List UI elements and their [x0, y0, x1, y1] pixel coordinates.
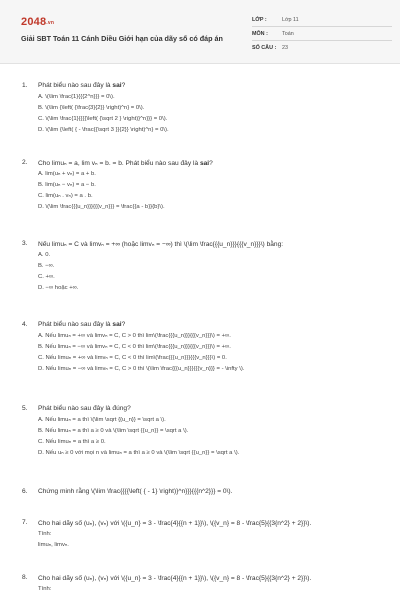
site-logo[interactable]: 2048.vn: [21, 16, 55, 28]
option-d[interactable]: D. Nếu uₙ ≥ 0 với mọi n và limuₙ = a thì a ≥ 0 và \(\lim \sqrt {{u_n}} = \sqrt a \).: [38, 450, 240, 456]
option-a[interactable]: A. lim(uₙ + vₙ) = a + b.: [38, 171, 96, 177]
option-a[interactable]: A. Nếu limuₙ = +∞ và limvₙ = C, C > 0 thì lim\(\frac{{{u_n}}}{{{v_n}}}\) = +∞.: [38, 333, 231, 339]
question-stem: Cho hai dãy số (uₙ), (vₙ) với \({u_n} = 3 - \frac{4}{{n + 1}}\), \({v_n} = 8 - \frac{5}{{3{n^2} + 2}}\).: [38, 575, 312, 582]
option-d[interactable]: D. Nếu limuₙ = −∞ và limvₙ = C, C > 0 thì \(\lim \frac{{{u_n}}}{{{v_n}}} = - \infty \).: [38, 366, 245, 372]
option-c[interactable]: C. +∞.: [38, 274, 55, 280]
question-stem: Phát biểu nào sau đây là đúng?: [38, 405, 131, 412]
option-b[interactable]: B. \(\lim {\left( {\frac{3}{2}} \right)^n} = 0\).: [38, 105, 145, 111]
question-stem: Chứng minh rằng \(\lim \frac{{{{\left( { - 1} \right)}^n}}}{{{n^2}}} = 0\).: [38, 488, 233, 495]
question-stem: Cho hai dãy số (uₙ), (vₙ) với \({u_n} = 3 - \frac{4}{{n + 1}}\), \({v_n} = 8 - \frac{5}{{3{n^2} + 2}}\).: [38, 520, 312, 527]
option-d[interactable]: D. \(\lim \frac{{{u_n}}}{{{v_n}}} = \frac{{a - b}}{b}\).: [38, 204, 165, 210]
question-stem: Phát biểu nào sau đây là sai?: [38, 321, 126, 328]
option-b[interactable]: B. Nếu limuₙ = a thì a ≥ 0 và \(\lim \sqrt {{u_n}} = \sqrt a \).: [38, 428, 189, 434]
question-stem: Cho limuₙ = a, lim vₙ = b. = b. Phát biểu nào sau đây là sai?: [38, 160, 213, 167]
option-c[interactable]: C. lim(uₙ . vₙ) = a . b.: [38, 193, 93, 199]
option-c[interactable]: C. Nếu limuₙ = +∞ và limvₙ = C, C < 0 thì lim\(\frac{{{u_n}}}{{{v_n}}}\) = 0.: [38, 355, 227, 361]
page-header: 2048.vn Giải SBT Toán 11 Cánh Diều Giới hạn của dãy số có đáp án LỚP : Lớp 11 MÔN : Toán SỐ CÂU : 23: [0, 0, 400, 64]
question-stem: Nếu limuₙ = C và limvₙ = +∞ (hoặc limvₙ = −∞) thì \(\lim \frac{{{u_n}}}{{{v_n}}}\) bằng:: [38, 241, 284, 248]
question-text-line: Tính:: [38, 586, 52, 592]
option-d[interactable]: D. \(\lim {\left( { - \frac{{\sqrt 3 }}{2}} \right)^n} = 0\).: [38, 127, 169, 133]
option-a[interactable]: A. 0.: [38, 252, 51, 258]
option-b[interactable]: B. −∞.: [38, 263, 55, 269]
option-b[interactable]: B. Nếu limuₙ = −∞ và limvₙ = C, C < 0 thì lim\(\frac{{{u_n}}}{{{v_n}}}\) = +∞.: [38, 344, 231, 350]
question-stem: Phát biểu nào sau đây là sai?: [38, 82, 126, 89]
option-a[interactable]: A. \(\lim \frac{1}{{{2^n}}} = 0\).: [38, 94, 115, 100]
option-b[interactable]: B. lim(uₙ − vₙ) = a − b.: [38, 182, 96, 188]
option-c[interactable]: C. Nếu limuₙ = a thì a ≥ 0.: [38, 439, 106, 445]
option-a[interactable]: A. Nếu limuₙ = a thì \(\lim \sqrt {{u_n}} = \sqrt a \).: [38, 417, 166, 423]
option-d[interactable]: D. −∞ hoặc +∞.: [38, 285, 79, 291]
option-c[interactable]: C. \(\lim \frac{1}{{{{\left( {\sqrt 2 } \right)}^n}}} = 0\).: [38, 116, 168, 122]
page-title: Giải SBT Toán 11 Cánh Diều Giới hạn của dãy số có đáp án: [21, 34, 223, 43]
question-text-line: Tính:: [38, 531, 52, 537]
question-text-line: limuₙ, limvₙ.: [38, 542, 69, 548]
